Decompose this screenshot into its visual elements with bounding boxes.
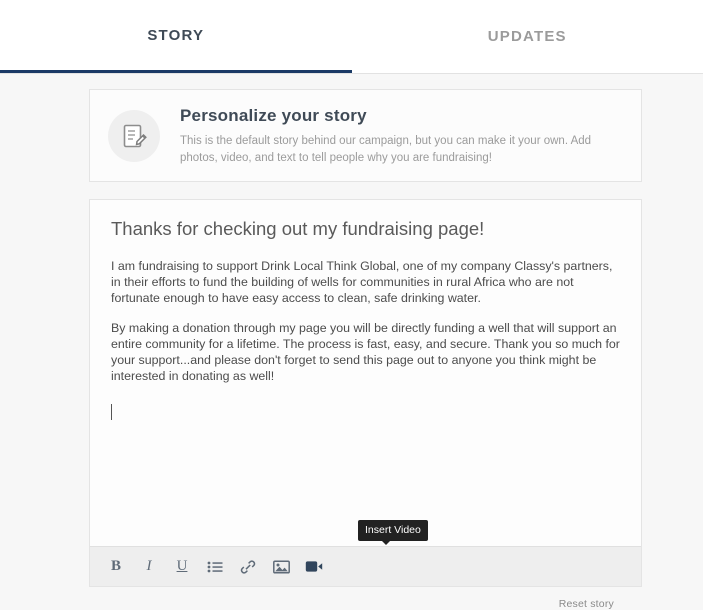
tab-updates[interactable] [352,0,703,73]
personalize-title: Personalize your story [180,106,600,126]
insert-video-button[interactable] [300,553,328,581]
story-heading: Thanks for checking out my fundraising page! [111,218,620,240]
link-button[interactable] [234,553,262,581]
story-paragraph: By making a donation through my page you will be directly funding a well that will support an entire community for a lifetime. The process is fast, easy, and secure. Thank you so much for your support...and please don't forget to send this page out to anyone you think might be interested in donating as well! [111,320,620,384]
story-editor-card [89,199,642,587]
underline-button[interactable] [168,553,196,581]
tab-story[interactable] [0,0,352,73]
insert-video-tooltip: Insert Video [358,520,428,541]
italic-button[interactable] [135,553,163,581]
italic-label: I [147,558,152,575]
insert-image-button[interactable] [267,553,295,581]
personalize-story-card [89,89,642,182]
story-text-area[interactable] [90,200,641,546]
underline-label: U [177,558,188,575]
tab-bar [0,0,703,74]
personalize-text-block [180,104,600,167]
tab-story-label: STORY [147,27,204,44]
pencil-note-icon [108,110,160,162]
bold-button[interactable] [102,553,130,581]
tab-updates-label: UPDATES [488,28,567,45]
text-caret [111,404,112,420]
bullet-list-button[interactable] [201,553,229,581]
bold-label: B [111,558,121,575]
editor-toolbar [90,546,641,586]
reset-story-link[interactable]: Reset story [559,598,614,610]
story-paragraph: I am fundraising to support Drink Local Think Global, one of my company Classy's partners, in their efforts to fund the building of wells for communities in rural Africa who are not fortunate enough to have easy access to clean, safe drinking water. [111,258,620,306]
personalize-description: This is the default story behind our campaign, but you can make it your own. Add photos, video, and text to tell people why you are fundraising! [180,133,600,167]
